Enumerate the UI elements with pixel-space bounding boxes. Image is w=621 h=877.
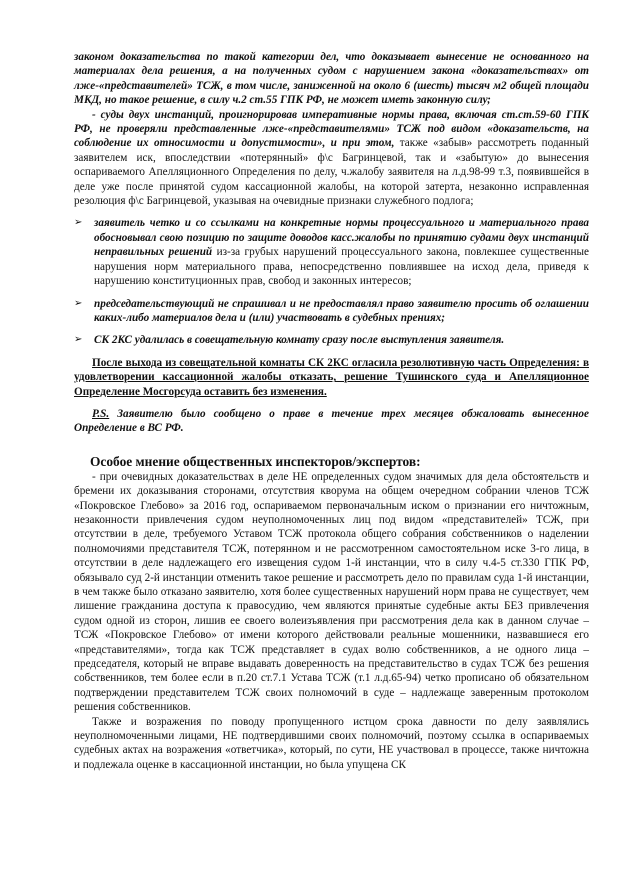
paragraph-postscript [74, 407, 589, 436]
arrow-bullet-icon: ➢ [74, 334, 83, 346]
postscript-text: Заявителю было сообщено о праве в течение трех месяцев обжаловать вынесенное Определение в ВС РФ. [74, 407, 589, 435]
list-item-deliberation-room [74, 333, 589, 347]
paragraph-limitation-period: Также и возражения по поводу пропущенного истцом срока давности по делу заявлялись неуполномоченными лицами, НЕ подтвердившими своих полномочий, поэтому ссылка в оспариваемых судебных актах на возражения «ответчика», который, по сути, НЕ участвовал в процессе, также ничтожна и подлежала оценке в кассационной инстанции, но была упущена СК [74, 715, 589, 771]
postscript-label: P.S. [92, 407, 110, 420]
list-item-presiding-judge [74, 297, 589, 326]
list-item-applicant-position [74, 216, 589, 288]
list-item-presiding-judge-text: председательствующий не спрашивал и не предоставлял право заявителю просить об оглашении каких-либо материалов дела и (или) участвовать в судебных прениях; [94, 297, 589, 324]
paragraph-courts-ignored-norms-body: также «забыв» рассмотреть поданный заявителем иск, впоследствии «потерянный» ф\с Багринцевой, так и «забытую» до вынесения оспариваемого Апелляционного Определения по делу, ч.жалобу заявителя на л.д.98-99 т.3, появившейся в деле уже после принятой судом кассационной жалобы, на которой затерта, незаконно исправленная резолюция ф\с Багринцевой, указывая на очевидные признаки служебного подлога; [74, 137, 589, 208]
list-item-deliberation-room-text: СК 2КС удалилась в совещательную комнату сразу после выступления заявителя. [94, 334, 505, 347]
arrow-bullet-icon: ➢ [74, 217, 83, 229]
paragraph-dissenting-opinion: - при очевидных доказательствах в деле НЕ определенных судом значимых для дела обстоятельств и бремени их доказывания сторонами, отсутствия кворума на общем очередном собрании членов ТСЖ «Покровское Глебово» за 2016 год, оспариваемом первоначальным иском о признании его ничтожным, незаконности привлечения судом неуполномоченных лиц под видом «представителей» ТСЖ, при отсутствии в деле, требуемого Уставом ТСЖ протокола общего собрания собственников о наделении полномочиями представителя ТСЖ, потерянном и не рассмотренном самостоятельном иске 3-го лица, в отсутствии в деле надлежащего его извещения судом 1-й инстанции, что в силу ч.4-5 ст.330 ГПК РФ, обязывало суд 2-й инстанции отменить такое решение и рассмотреть дело по правилам суда 1-й инстанции, в чем также было отказано заявителю, хотя более существенных нарушений норм права не существует, чем лишение гражданина доступа к правосудию, чем являются принятые судебные акты БЕЗ привлечения судом одной из сторон, лишив ее своего волеизъявления при рассмотрения дела как в данном случае – ТСЖ «Покровское Глебово» от имени которого действовали реальные мошенники, назвавшиеся его «представителями», тогда как ТСЖ представляет в судах волю собственников, а не одного лица – председателя, который не вправе выдавать доверенность на представительство в судах ТСЖ без решения собственников, тем более если в п.20 ст.7.1 Устава ТСЖ (т.1 л.д.65-94) четко прописано об обязательном подтверждении представителем ТСЖ своих полномочий в суде – надлежаще заверенным протоколом решения собственников. [74, 470, 589, 714]
list-item-applicant-position-body: из-за грубых нарушений процессуального закона, повлекшее существенные нарушения норм материального права, непосредственно повлиявшее на исход дела, приведя к нарушению конституционных прав, свобод и законных интересов; [94, 246, 589, 288]
paragraph-courts-ignored-norms [74, 108, 589, 209]
paragraph-court-decision-validity: законом доказательства по такой категории дел, что доказывает вынесение не основанного на материалах дела решения, а на полученных судом с нарушением закона «доказательствах» от лже-«представителей» ТСЖ, в том числе, заниженной на около 6 (шесть) тысяч м2 общей площади МКД, но такое решение, в силу ч.2 ст.55 ГПК РФ, не может иметь законную силу; [74, 51, 589, 107]
section-heading-dissenting-opinion: Особое мнение общественных инспекторов/экспертов: [90, 453, 421, 469]
paragraph-courts-ignored-norms-emphasis: - суды двух инстанций, проигнорировав императивные нормы права, включая ст.ст.59-60 ГПК РФ, не проверяли представленные лже-«представителями» ТСЖ под видом «доказательств, на соблюдение их относимости и допустимости», и при этом, [74, 108, 589, 150]
paragraph-resolution: После выхода из совещательной комнаты СК 2КС огласила резолютивную часть Определения: в удовлетворении кассационной жалобы отказать, решение Тушинского суда и Апелляционное Определение Мосгорсуда оставить без изменения. [74, 356, 589, 398]
arrow-bullet-icon: ➢ [74, 297, 83, 309]
document-page [74, 50, 589, 772]
list-item-applicant-position-emphasis: заявитель четко и со ссылками на конкретные нормы процессуального и материального права обосновывал свою позицию по защите доводов касс.жалобы по принятию судами двух инстанций неправильных решений [94, 217, 589, 259]
